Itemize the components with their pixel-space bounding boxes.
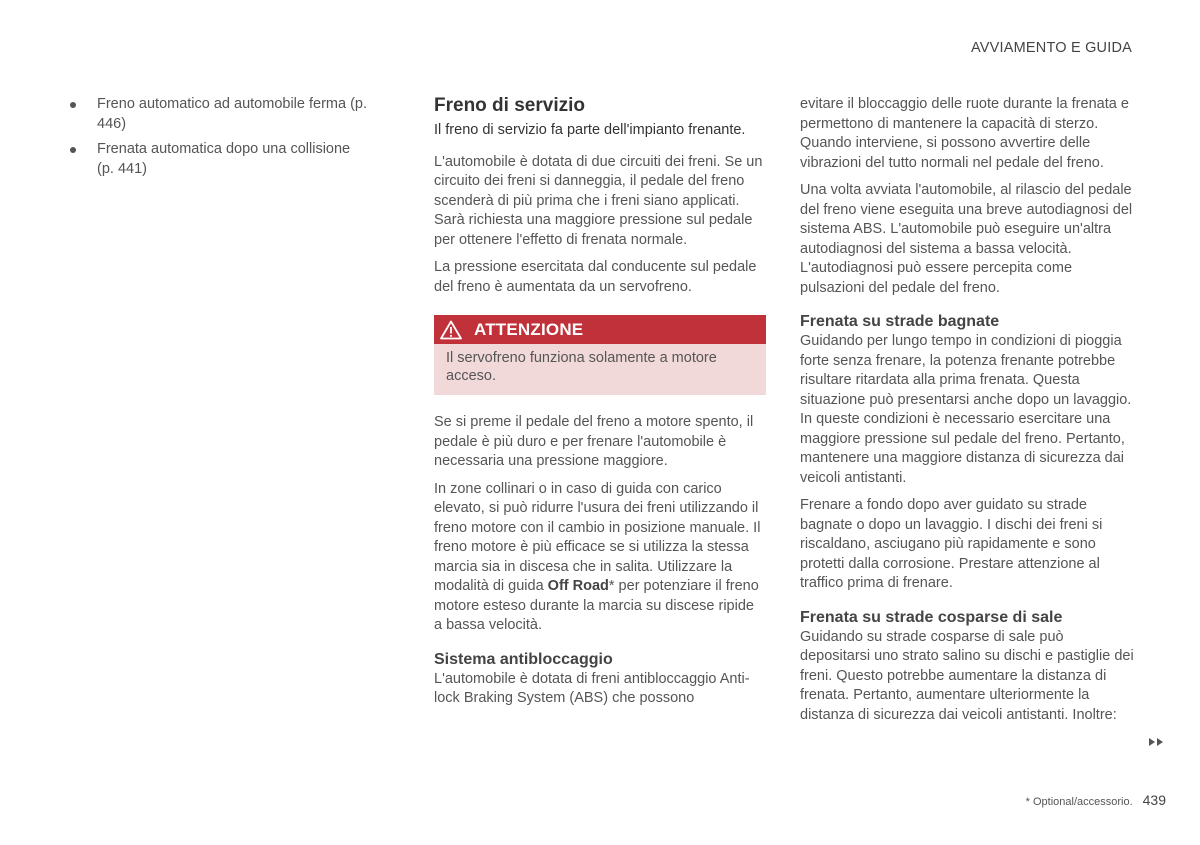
paragraph-text: In zone collinari o in caso di guida con carico elevato, si può ridurre l'usura dei freni utilizzando il freno motore con il cambio in posizione manuale. Il freno motore è più efficace se si utilizza la stessa marcia sia in discesa che in salita. Utilizzare la modalità di guida — [434, 480, 761, 594]
paragraph: Frenare a fondo dopo aver guidato su strade bagnate o dopo un lavaggio. I dischi dei freni si riscaldano, asciugano più rapidamente e sono protetti dalla corrosione. Prestare attenzione al traffico prima di frenare. — [800, 497, 1103, 591]
section-heading: Sistema antibloccaggio — [434, 650, 613, 668]
warning-text: Il servofreno funziona solamente a motore acceso. — [434, 344, 766, 395]
list-item-text: Frenata automatica dopo una collisione (p. 441) — [97, 141, 351, 177]
paragraph: Guidando per lungo tempo in condizioni di pioggia forte senza frenare, la potenza frenante potrebbe risultare ritardata alla prima frenata. Questa situazione può presentarsi anche dopo un lavaggio. In queste condizioni è necessario esercitare una maggiore pressione sul pedale del freno. Pertanto, mantenere una maggiore distanza di sicurezza dai veicoli antistanti. — [800, 333, 1132, 486]
page-title: Freno di servizio — [434, 95, 585, 116]
warning-box — [434, 315, 766, 395]
paragraph — [434, 480, 766, 636]
section-heading: Frenata su strade cosparse di sale — [800, 608, 1063, 626]
section-header: AVVIAMENTO E GUIDA — [971, 40, 1132, 56]
footnote: * Optional/accessorio. — [1025, 796, 1133, 808]
paragraph: Guidando su strade cosparse di sale può depositarsi uno strato salino su dischi e pastiglie dei freni. Questo potrebbe aumentare la distanza di frenata. Pertanto, aumentare ulteriormente la distanza di sicurezza dai veicoli antistanti. Inoltre: — [800, 628, 1134, 723]
paragraph-text: * per potenziare il freno motore esteso durante la marcia su discese ripide a bassa velocità. — [434, 578, 759, 633]
continue-arrows-icon — [1148, 737, 1166, 747]
paragraph: L'automobile è dotata di due circuiti dei freni. Se un circuito dei freni si danneggia, il pedale del freno scenderà di più prima che i freni siano applicati. Sarà richiesta una maggiore pressione sul pedale per ottenere l'effetto di frenata normale. — [434, 153, 763, 248]
warning-triangle-icon — [440, 320, 462, 340]
page-number: 439 — [1142, 792, 1166, 808]
paragraph: evitare il bloccaggio delle ruote durante la frenata e permettono di mantenere la capacità di sterzo. Quando interviene, si possono avvertire delle vibrazioni del tutto normali nel pedale del freno. — [800, 96, 1129, 171]
paragraph: L'automobile è dotata di freni antibloccaggio Anti-lock Braking System (ABS) che possono — [434, 670, 750, 706]
paragraph: Una volta avviata l'automobile, al rilascio del pedale del freno viene eseguita una breve autodiagnosi del sistema ABS. L'automobile può eseguire un'altra autodiagnosi del sistema a bassa velocità. L'autodiagnosi può essere percepita come pulsazioni del pedale del freno. — [800, 182, 1133, 296]
paragraph: La pressione esercitata dal conducente sul pedale del freno è aumentata da un servofreno. — [434, 259, 757, 295]
lead-paragraph: Il freno di servizio fa parte dell'impianto frenante. — [434, 122, 746, 138]
bullet-icon — [70, 147, 76, 153]
list-item[interactable] — [68, 95, 368, 134]
left-column — [68, 95, 368, 185]
bullet-icon — [70, 102, 76, 108]
right-column — [800, 95, 1135, 733]
warning-header — [434, 315, 766, 344]
paragraph: Se si preme il pedale del freno a motore spento, il pedale è più duro e per frenare l'automobile è necessaria una pressione maggiore. — [434, 414, 754, 469]
list-item[interactable] — [68, 140, 368, 179]
drive-mode-name: Off Road — [547, 578, 609, 594]
section-heading: Frenata su strade bagnate — [800, 313, 1000, 330]
middle-column — [434, 95, 766, 717]
related-links-list — [68, 95, 368, 179]
warning-title: ATTENZIONE — [474, 319, 584, 339]
list-item-text: Freno automatico ad automobile ferma (p. 446) — [97, 96, 367, 132]
page-footer — [1026, 792, 1166, 808]
